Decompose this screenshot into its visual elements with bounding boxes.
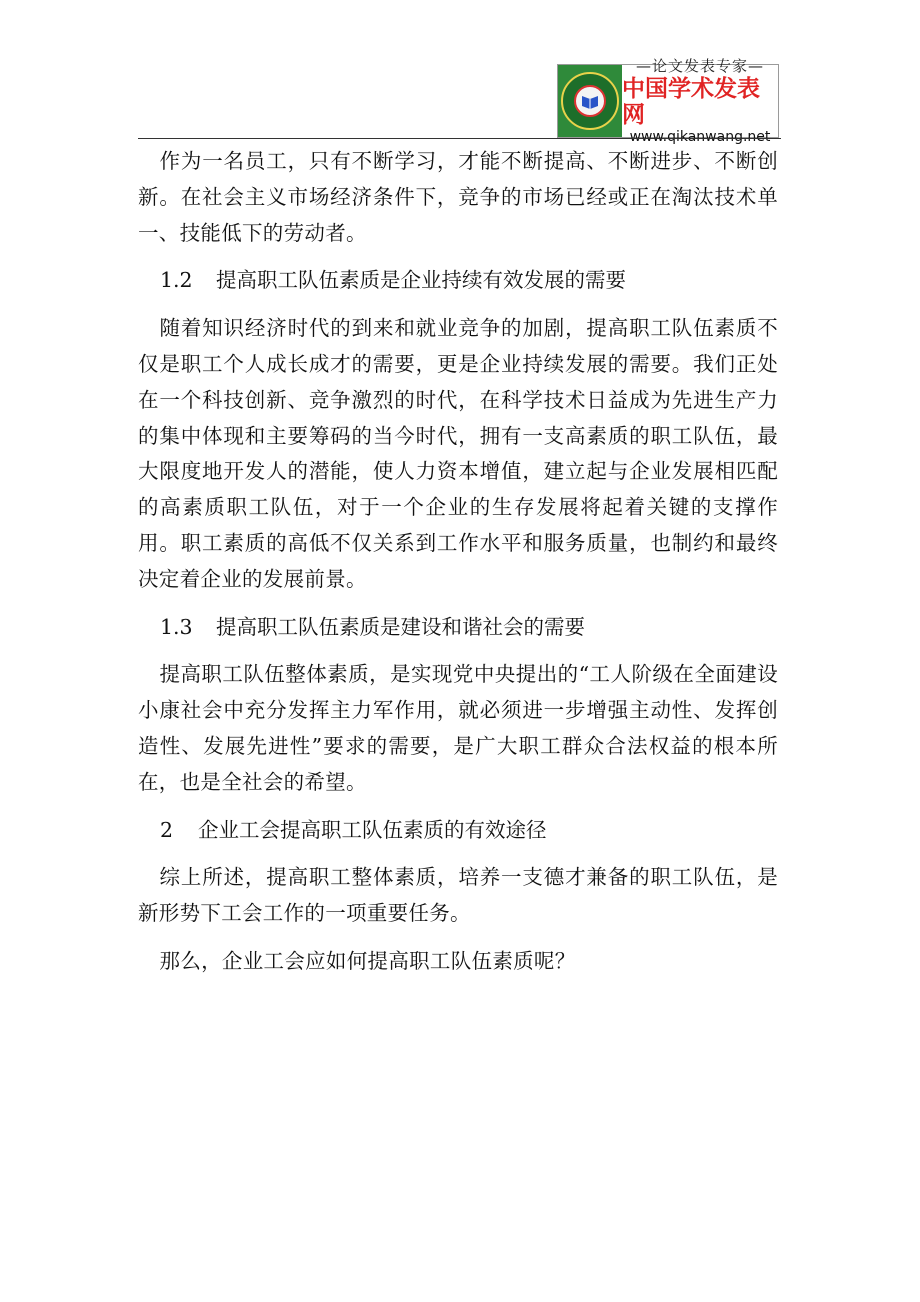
section-heading-1-3	[138, 610, 778, 646]
paragraph-5: 那么，企业工会应如何提高职工队伍素质呢？	[159, 948, 576, 973]
section-number: 1.3	[160, 614, 193, 639]
paragraph-1: 作为一名员工，只有不断学习，才能不断提高、不断进步、不断创新。在社会主义市场经济条件下，竞争的市场已经或正在淘汰技术单一、技能低下的劳动者。	[138, 149, 778, 245]
book-icon	[580, 91, 600, 111]
paragraph-2: 随着知识经济时代的到来和就业竞争的加剧，提高职工队伍素质不仅是职工个人成长成才的需要，更是企业持续发展的需要。我们正处在一个科技创新、竞争激烈的时代，在科学技术日益成为先进生产力的集中体现和主要筹码的当今时代，拥有一支高素质的职工队伍，最大限度地开发人的潜能，使人力资本增值，建立起与企业发展相匹配的高素质职工队伍，对于一个企业的生存发展将起着关键的支撑作用。职工素质的高低不仅关系到工作水平和服务质量，也制约和最终决定着企业的发展前景。	[138, 316, 778, 591]
header-divider	[138, 138, 781, 139]
logo-title: 中国学术发表网	[622, 76, 760, 128]
paragraph-3: 提高职工队伍整体素质，是实现党中央提出的“工人阶级在全面建设小康社会中充分发挥主力军作用，就必须进一步增强主动性、发挥创造性、发展先进性”要求的需要，是广大职工群众合法权益的根本所在，也是全社会的希望。	[138, 662, 778, 794]
section-heading-2	[138, 813, 778, 849]
section-title: 提高职工队伍素质是企业持续有效发展的需要	[216, 268, 626, 293]
seal-emblem	[558, 65, 622, 137]
logo-url: www.qikanwang.net	[629, 129, 771, 145]
paragraph-4: 综上所述，提高职工整体素质，培养一支德才兼备的职工队伍，是新形势下工会工作的一项重要任务。	[138, 865, 778, 926]
section-number: 2	[160, 817, 174, 842]
section-heading-1-2	[138, 263, 778, 299]
logo-slogan: —论文发表专家—	[635, 57, 764, 75]
section-title: 企业工会提高职工队伍素质的有效途径	[198, 817, 547, 842]
document-body	[138, 144, 778, 992]
section-title: 提高职工队伍素质是建设和谐社会的需要	[216, 614, 585, 639]
section-number: 1.2	[160, 268, 193, 293]
site-logo	[557, 57, 779, 145]
